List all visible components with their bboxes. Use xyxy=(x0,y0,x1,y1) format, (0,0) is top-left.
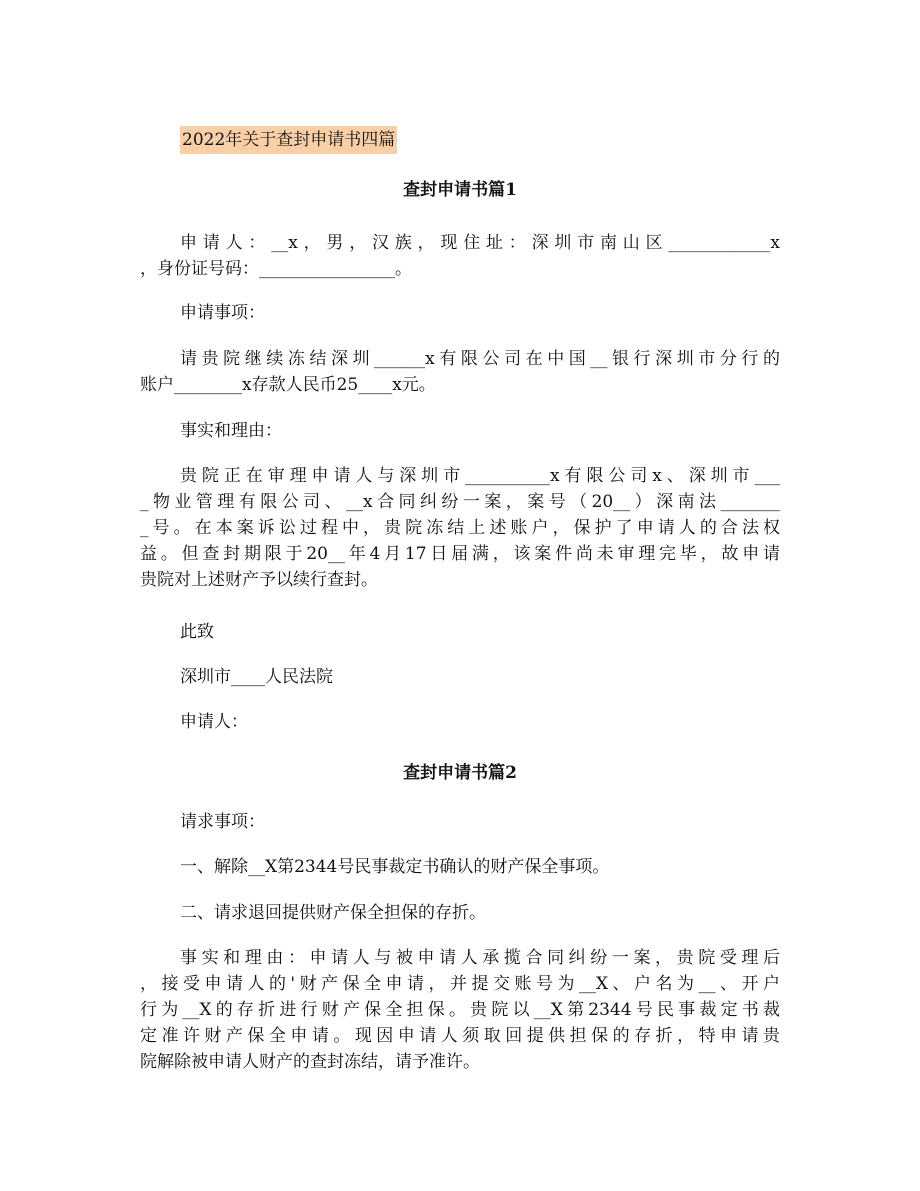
section1-applicant-paragraph xyxy=(140,230,780,282)
paragraph-line: 请求事项： xyxy=(180,812,265,832)
paragraph-line: 定准许财产保全申请。现因申请人须取回提供担保的存折，特申请贵 xyxy=(140,1026,780,1046)
section2-request-label xyxy=(140,809,780,835)
section2-facts-paragraph xyxy=(140,945,780,1075)
paragraph-line: 深圳市____人民法院 xyxy=(180,667,333,687)
paragraph-line: ，身份证号码：________________。 xyxy=(140,259,412,279)
paragraph-line: 申请人：__x，男，汉族，现住址：深圳市南山区____________x xyxy=(180,233,780,253)
document-title: 2022年关于查封申请书四篇 xyxy=(180,126,397,154)
section2-item1 xyxy=(140,854,780,880)
section1-matters-paragraph xyxy=(140,346,780,398)
paragraph-line: 贵院正在审理申请人与深圳市__________x有限公司x、深圳市___ xyxy=(180,466,780,486)
section1-facts-paragraph xyxy=(140,463,780,593)
section2-item2 xyxy=(140,900,780,926)
section1-closing xyxy=(140,619,780,645)
section1-signature xyxy=(140,709,780,735)
paragraph-line: 一、解除__X第2344号民事裁定书确认的财产保全事项。 xyxy=(180,857,610,877)
paragraph-line: 账户________x存款人民币25____x元。 xyxy=(140,375,436,395)
paragraph-line: _号。在本案诉讼过程中，贵院冻结上述账户，保护了申请人的合法权 xyxy=(140,518,780,538)
paragraph-line: 贵院对上述财产予以续行查封。 xyxy=(140,570,378,590)
section1-matters-label xyxy=(140,300,780,326)
paragraph-line: 事实和理由： xyxy=(180,421,282,441)
paragraph-line: 院解除被申请人财产的查封冻结，请予准许。 xyxy=(140,1052,480,1072)
paragraph-line: 行为__X的存折进行财产保全担保。贵院以__X第2344号民事裁定书裁 xyxy=(140,1000,780,1020)
paragraph-line: 益。但查封期限于20__年4月17日届满，该案件尚未审理完毕，故申请 xyxy=(140,544,780,564)
paragraph-line: ，接受申请人的'财产保全申请，并提交账号为__X、户名为__、开户 xyxy=(140,974,780,994)
section1-heading: 查封申请书篇1 xyxy=(403,180,517,200)
paragraph-line: 此致 xyxy=(180,622,214,642)
paragraph-line: _物业管理有限公司、__x合同纠纷一案，案号（20__）深南法_______ xyxy=(140,492,780,512)
section2-heading: 查封申请书篇2 xyxy=(403,763,517,783)
section1-facts-label xyxy=(140,418,780,444)
section1-court xyxy=(140,664,780,690)
paragraph-line: 申请事项： xyxy=(180,303,265,323)
paragraph-line: 申请人： xyxy=(180,712,248,732)
paragraph-line: 二、请求退回提供财产保全担保的存折。 xyxy=(180,903,486,923)
paragraph-line: 事实和理由：申请人与被申请人承揽合同纠纷一案，贵院受理后 xyxy=(180,948,780,968)
paragraph-line: 请贵院继续冻结深圳______x有限公司在中国__银行深圳市分行的 xyxy=(180,349,780,369)
